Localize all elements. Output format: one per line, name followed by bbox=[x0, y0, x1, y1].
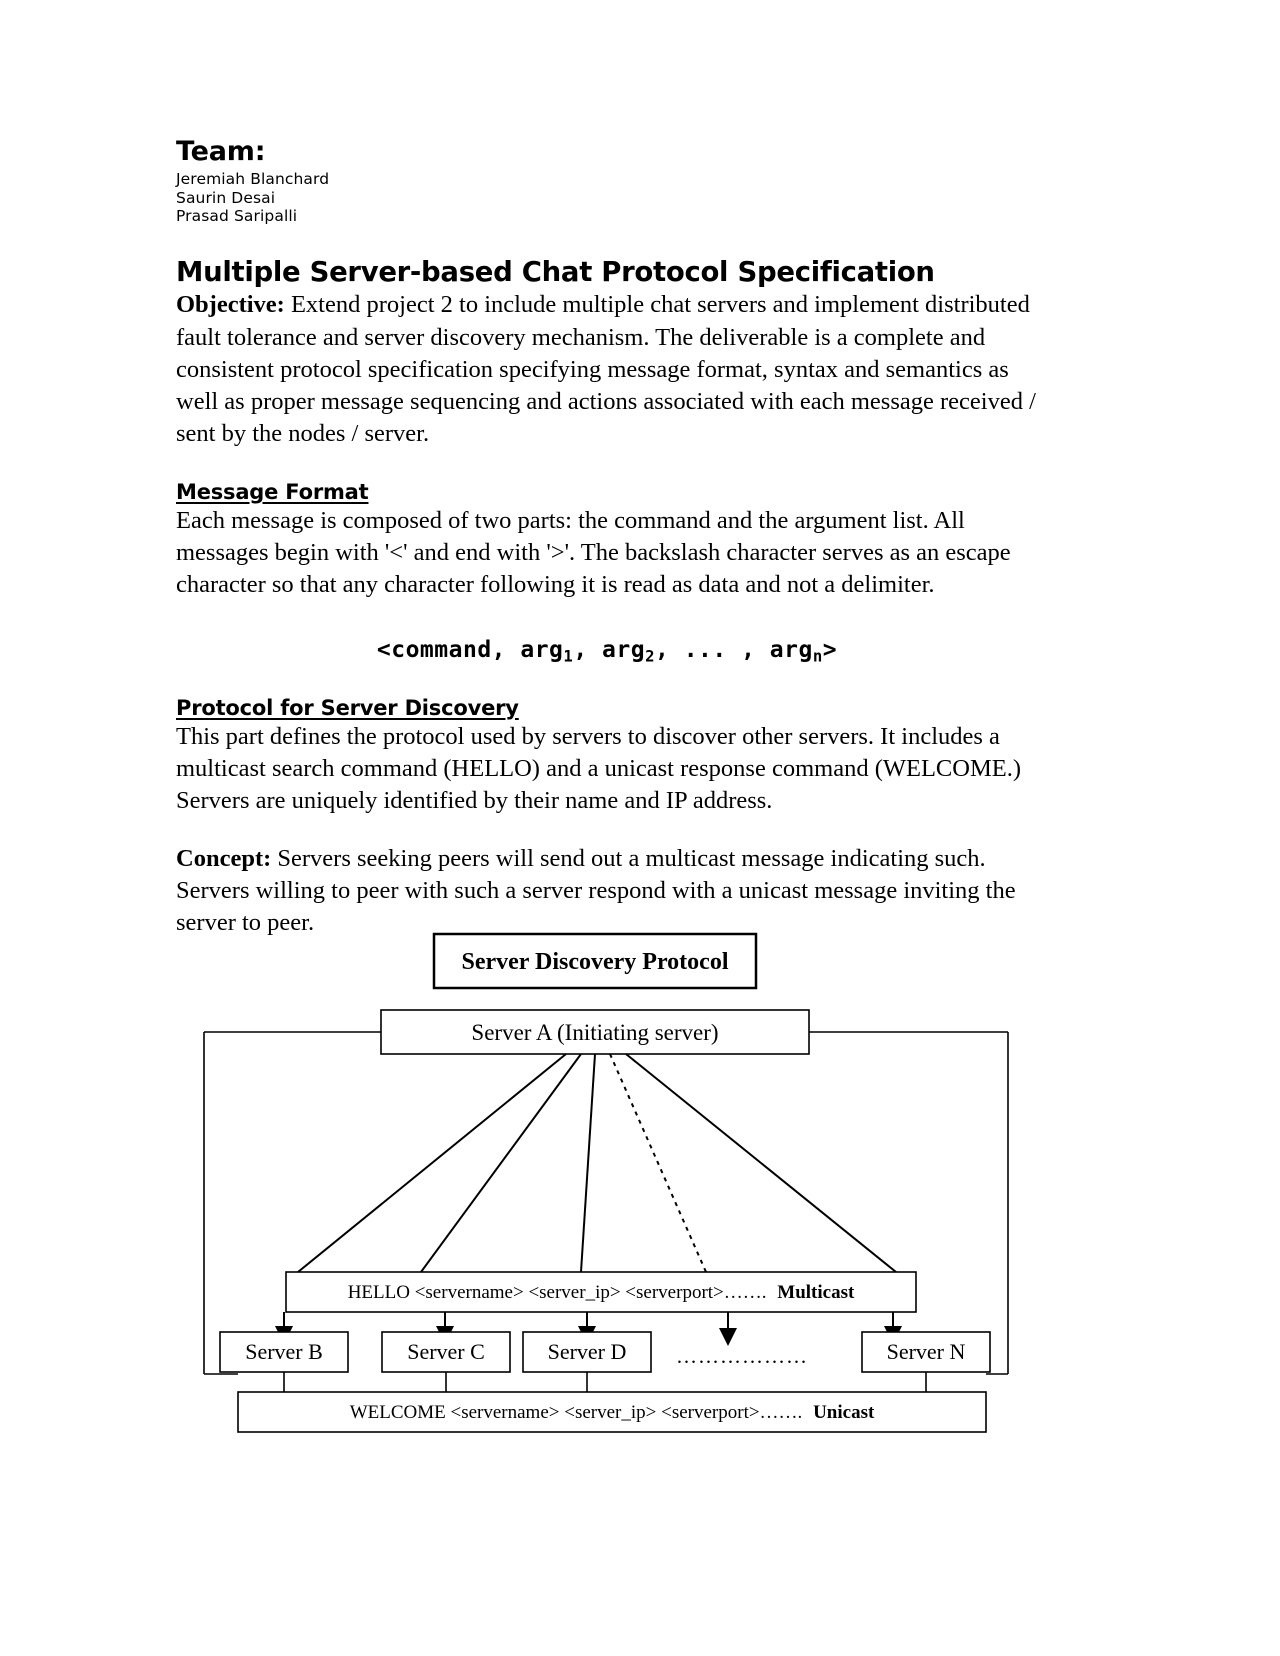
hello-mode-label: Multicast bbox=[777, 1282, 855, 1303]
server-d-label: Server D bbox=[547, 1339, 627, 1364]
welcome-mode-label: Unicast bbox=[813, 1402, 875, 1423]
concept-label: Concept: bbox=[176, 844, 272, 872]
formula-sub-1: 1 bbox=[563, 646, 574, 666]
team-block bbox=[176, 138, 1038, 225]
hello-multicast-bar bbox=[286, 1272, 916, 1312]
initiating-server-box bbox=[381, 1010, 809, 1054]
server-b-label: Server B bbox=[245, 1339, 323, 1364]
servers-ellipsis: ……………… bbox=[676, 1344, 808, 1368]
multicast-fanout-lines bbox=[298, 1054, 896, 1272]
initiating-server-label: Server A (Initiating server) bbox=[471, 1020, 719, 1045]
server-box-n bbox=[862, 1332, 990, 1372]
objective-paragraph bbox=[176, 289, 1038, 449]
formula-sub-2: 2 bbox=[645, 646, 655, 666]
section-heading-server-discovery: Protocol for Server Discovery bbox=[176, 695, 519, 720]
welcome-unicast-bar bbox=[238, 1392, 986, 1432]
server-box-c bbox=[382, 1332, 510, 1372]
server-box-b bbox=[220, 1332, 348, 1372]
server-box-d bbox=[523, 1332, 651, 1372]
server-discovery-paragraph: This part defines the protocol used by servers to discover other servers. It includes a multicast search command (HELLO) and a unicast response command (WELCOME.) Servers are uniquely identified by their name and IP address. bbox=[176, 722, 1021, 814]
server-discovery-diagram bbox=[176, 880, 1056, 1423]
svg-text:HELLO <servername> <server_ip> bbox=[348, 1282, 855, 1303]
svg-text:WELCOME <servername> <server_i bbox=[350, 1402, 875, 1423]
team-member: Jeremiah Blanchard bbox=[176, 170, 330, 189]
team-heading: Team: bbox=[176, 136, 266, 167]
formula-part-1: <command, arg bbox=[376, 637, 564, 664]
server-n-label: Server N bbox=[886, 1339, 966, 1364]
formula-part-3: , ... , arg bbox=[655, 637, 813, 664]
hello-message-text: HELLO <servername> <server_ip> <serverport>……. bbox=[347, 1282, 767, 1303]
team-member: Saurin Desai bbox=[176, 188, 276, 207]
diagram-title-box bbox=[434, 934, 756, 988]
multicast-arrows bbox=[284, 1312, 893, 1330]
return-path-rails bbox=[204, 1032, 1008, 1374]
formula-sub-3: n bbox=[812, 646, 823, 666]
message-format-paragraph: Each message is composed of two parts: the command and the argument list. All messages begin with '<' and end with '>'. The backslash character serves as an escape character so that any character following it is read as data and not a delimiter. bbox=[176, 506, 1011, 599]
section-heading-message-format: Message Format bbox=[176, 479, 369, 504]
formula-part-4: > bbox=[822, 637, 838, 664]
diagram-title-text: Server Discovery Protocol bbox=[461, 949, 729, 975]
document-content bbox=[176, 138, 1038, 939]
objective-text: Extend project 2 to include multiple chat servers and implement distributed fault tolerance and server discovery mechanism. The deliverable is a complete and consistent protocol specification specifying message format, syntax and semantics as well as proper message sequencing and actions associated with each message received / sent by the nodes / server. bbox=[176, 291, 1036, 447]
server-c-label: Server C bbox=[407, 1339, 485, 1364]
page-title: Multiple Server-based Chat Protocol Specification bbox=[176, 256, 935, 289]
formula-part-2: , arg bbox=[573, 637, 646, 664]
concept-text: Servers seeking peers will send out a multicast message indicating such. Servers willing to peer with such a server respond with a unicast message inviting the server to peer. bbox=[176, 844, 1016, 937]
team-member: Prasad Saripalli bbox=[176, 206, 298, 225]
welcome-message-text: WELCOME <servername> <server_ip> <serverport>……. bbox=[349, 1402, 803, 1423]
objective-label: Objective: bbox=[176, 291, 285, 319]
message-format-formula bbox=[176, 637, 1038, 665]
